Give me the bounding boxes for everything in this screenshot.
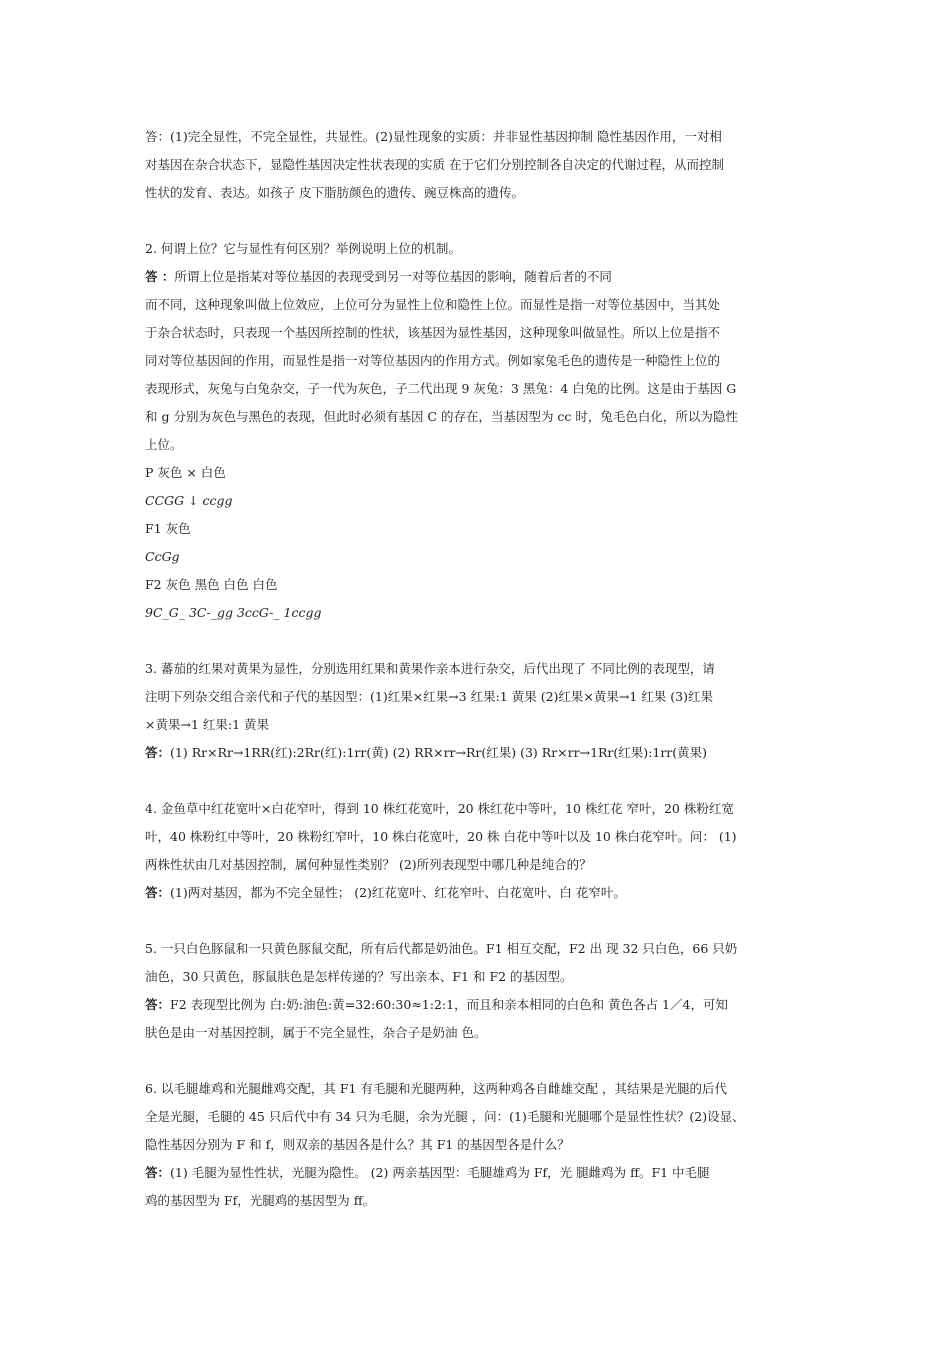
- cross-parents: P 灰色 × 白色: [145, 465, 226, 480]
- answer-line: 肤色是由一对基因控制，属于不完全显性，杂合子是奶油 色。: [145, 1025, 487, 1040]
- answer-line: [145, 991, 813, 1019]
- question-line: 4. 金鱼草中红花宽叶×白花窄叶，得到 10 株红花宽叶，20 株红花中等叶，10 株红花 窄叶，20 株粉红宽: [145, 801, 734, 816]
- text-line: 上位。: [145, 437, 183, 452]
- answer-text: F2 表现型比例为 白:奶:油色:黄=32:60:30≈1:2:1，而且和亲本相同的白色和 黄色各占 1／4，可知: [170, 997, 728, 1012]
- paragraph-gap: [145, 907, 813, 935]
- question-line: 3. 蕃茄的红果对黄果为显性，分别选用红果和黄果作亲本进行杂交，后代出现了 不同比例的表现型，请: [145, 661, 715, 676]
- answer-label: 答：: [145, 1165, 171, 1180]
- answer-line: [145, 879, 813, 907]
- question-line: 6. 以毛腿雄鸡和光腿雌鸡交配，其 F1 有毛腿和光腿两种，这两种鸡各自雌雄交配 ，其结果是光腿的后代: [145, 1081, 727, 1096]
- cross-parent-genotypes: CCGG ↓ ccgg: [145, 493, 233, 508]
- text-line: 对基因在杂合状态下，显隐性基因决定性状表现的实质 在于它们分别控制各自决定的代谢过程，从而控制: [145, 157, 724, 172]
- text-line: 而不同，这种现象叫做上位效应，上位可分为显性上位和隐性上位。而显性是指一对等位基因中，当其处: [145, 297, 721, 312]
- question-line: 5. 一只白色豚鼠和一只黄色豚鼠交配，所有后代都是奶油色。F1 相互交配，F2 出 现 32 只白色，66 只奶: [145, 941, 738, 956]
- answer-text: (1) 毛腿为显性性状，光腿为隐性。 (2) 两亲基因型：毛腿雄鸡为 Ff，光 腿雌鸡为 ff。F1 中毛腿: [170, 1165, 710, 1180]
- question-line: 注明下列杂交组合亲代和子代的基因型：(1)红果×红果→3 红果:1 黄果 (2)红果×黄果→1 红果 (3)红果: [145, 689, 713, 704]
- question-line: 叶，40 株粉红中等叶，20 株粉红窄叶，10 株白花宽叶，20 株 白花中等叶以及 10 株白花窄叶。问： (1): [145, 829, 737, 844]
- cross-f2-genotypes: 9C_G_ 3C-_gg 3ccG-_ 1ccgg: [145, 605, 322, 620]
- text-line: 答：(1)完全显性，不完全显性，共显性。(2)显性现象的实质：并非显性基因抑制 隐性基因作用，一对相: [145, 129, 722, 144]
- answer-label: 答：: [145, 885, 171, 900]
- question-line: 两株性状由几对基因控制，属何种显性类别？ (2)所列表现型中哪几种是纯合的？: [145, 857, 592, 872]
- answer-label: 答：: [145, 745, 171, 760]
- question-line: 2. 何谓上位？它与显性有何区别？举例说明上位的机制。: [145, 241, 461, 256]
- question-line: 隐性基因分别为 F 和 f，则双亲的基因各是什么？其 F1 的基因型各是什么？: [145, 1137, 570, 1152]
- question-line: 全是光腿，毛腿的 45 只后代中有 34 只为毛腿，余为光腿 ，问：(1)毛腿和光腿哪个是显性性状？(2)设显、: [145, 1109, 745, 1124]
- answer-text: 所谓上位是指某对等位基因的表现受到另一对等位基因的影响，随着后者的不同: [174, 269, 612, 284]
- answer-text: (1) Rr×Rr→1RR(红):2Rr(红):1rr(黄) (2) RR×rr→Rr(红果) (3) Rr×rr→1Rr(红果):1rr(黄果): [170, 745, 708, 760]
- answer-line: 鸡的基因型为 Ff，光腿鸡的基因型为 ff。: [145, 1193, 376, 1208]
- answer-line: [145, 263, 813, 291]
- question-line: ×黄果→1 红果:1 黄果: [145, 717, 270, 732]
- paragraph-gap: [145, 1047, 813, 1075]
- document-page: [145, 123, 813, 1215]
- answer-label: 答 ：: [145, 269, 175, 284]
- text-line: 于杂合状态时，只表现一个基因所控制的性状，该基因为显性基因，这种现象叫做显性。所以上位是指不: [145, 325, 721, 340]
- answer-text: (1)两对基因，都为不完全显性； (2)红花宽叶、红花窄叶、白花宽叶、白 花窄叶。: [170, 885, 626, 900]
- text-line: 性状的发育、表达。如孩子 皮下脂肪颜色的遗传、豌豆株高的遗传。: [145, 185, 524, 200]
- answer-label: 答：: [145, 997, 171, 1012]
- text-line: 表现形式，灰兔与白兔杂交，子一代为灰色，子二代出现 9 灰兔：3 黑兔：4 白兔的比例。这是由于基因 G: [145, 381, 737, 396]
- cross-f1: F1 灰色: [145, 521, 191, 536]
- paragraph-gap: [145, 767, 813, 795]
- text-line: 和 g 分别为灰色与黑色的表现，但此时必须有基因 C 的存在，当基因型为 cc 时，兔毛色白化，所以为隐性: [145, 409, 738, 424]
- answer-line: [145, 739, 813, 767]
- paragraph-gap: [145, 207, 813, 235]
- text-line: 同对等位基因间的作用，而显性是指一对等位基因内的作用方式。例如家兔毛色的遗传是一种隐性上位的: [145, 353, 721, 368]
- cross-f2: F2 灰色 黑色 白色 白色: [145, 577, 278, 592]
- cross-f1-genotype: CcGg: [145, 549, 180, 564]
- paragraph-gap: [145, 627, 813, 655]
- question-line: 油色，30 只黄色，豚鼠肤色是怎样传递的？写出亲本、F1 和 F2 的基因型。: [145, 969, 573, 984]
- answer-line: [145, 1159, 813, 1187]
